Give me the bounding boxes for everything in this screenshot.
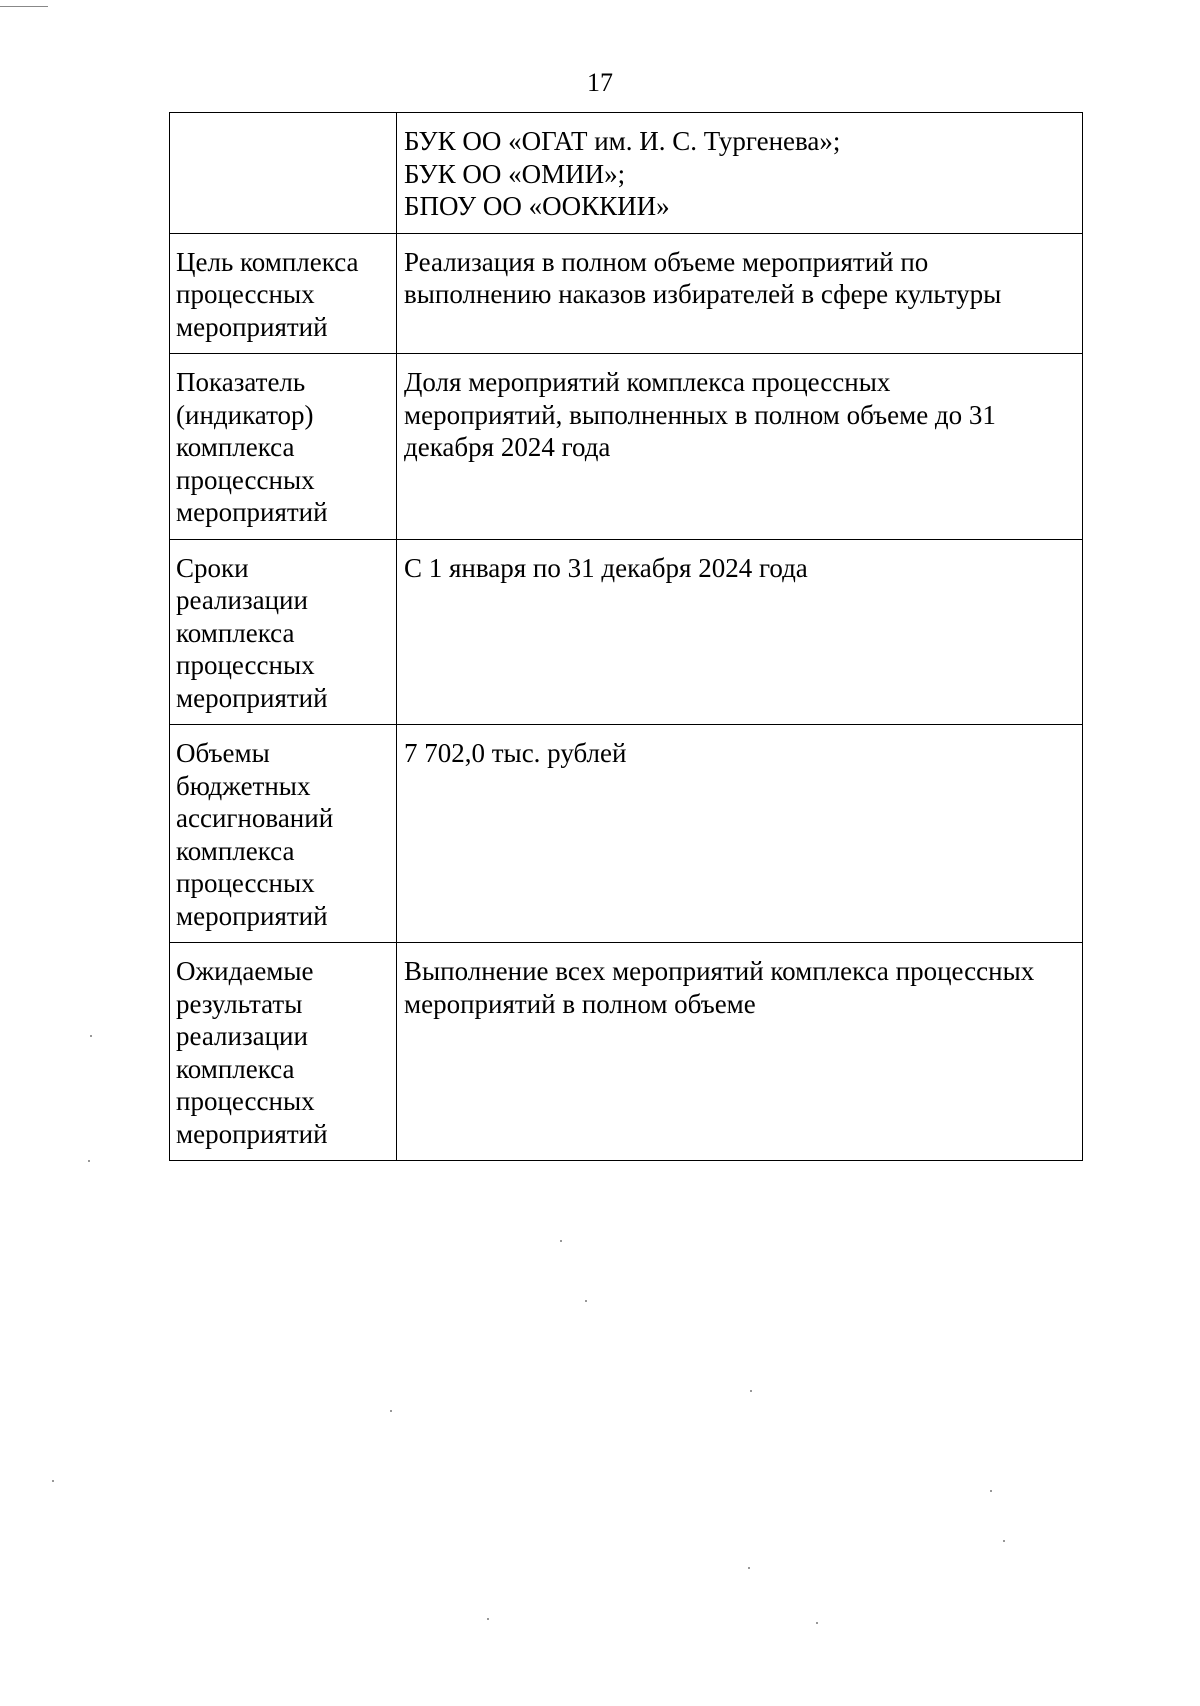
label-line: Ожидаемые	[176, 956, 314, 986]
row-value-indicator	[397, 354, 1083, 540]
value-line: Выполнение всех мероприятий комплекса процессных	[404, 956, 1035, 986]
value-line: БУК ОО «ОМИИ»;	[404, 158, 626, 189]
label-line: процессных	[176, 650, 315, 680]
label-line: процессных	[176, 1086, 315, 1116]
row-value-goal	[397, 233, 1083, 354]
passport-table	[169, 112, 1083, 1161]
label-line: мероприятий	[176, 497, 328, 527]
value-line: выполнению наказов избирателей в сфере культуры	[404, 279, 1002, 309]
value-line: мероприятий в полном объеме	[404, 988, 756, 1019]
row-value-budget	[397, 725, 1083, 943]
page-number: 17	[587, 68, 613, 97]
row-value-organizations	[397, 113, 1083, 234]
label-line: ассигнований	[176, 803, 334, 833]
value-line: 7 702,0 тыс. рублей	[404, 738, 627, 768]
row-value-expected-results	[397, 943, 1083, 1161]
row-label-expected-results	[170, 943, 397, 1161]
table-row	[170, 233, 1083, 354]
label-line: бюджетных	[176, 770, 311, 801]
label-line: комплекса	[176, 617, 295, 648]
row-label-empty	[170, 113, 397, 234]
table-row	[170, 113, 1083, 234]
row-label-goal	[170, 233, 397, 354]
table-row	[170, 539, 1083, 725]
label-line: мероприятий	[176, 682, 328, 713]
label-line: комплекса	[176, 1053, 295, 1084]
scan-speck	[390, 1410, 392, 1412]
label-line: (индикатор)	[176, 399, 314, 430]
scan-edge-mark	[0, 6, 48, 7]
table-row	[170, 725, 1083, 943]
scan-speck	[487, 1618, 489, 1620]
label-line: процессных	[176, 464, 315, 495]
label-line: Показатель	[176, 367, 306, 397]
label-line: процессных	[176, 279, 315, 309]
value-line: декабря 2024 года	[404, 432, 611, 462]
label-line: Объемы	[176, 738, 270, 768]
scan-speck	[748, 1567, 750, 1569]
label-line: Сроки	[176, 552, 249, 583]
table-row	[170, 943, 1083, 1161]
scan-speck	[88, 1160, 90, 1162]
label-line: комплекса	[176, 432, 295, 462]
scan-speck	[816, 1622, 818, 1624]
scan-speck	[560, 1240, 562, 1242]
row-value-timeframe	[397, 539, 1083, 725]
value-line: мероприятий, выполненных в полном объеме до 31	[404, 399, 996, 430]
label-line: реализации	[176, 585, 308, 615]
scan-speck	[52, 1480, 54, 1482]
label-line: комплекса	[176, 835, 295, 866]
value-line: Реализация в полном объеме мероприятий по	[404, 246, 929, 277]
label-line: мероприятий	[176, 1118, 328, 1149]
label-line: процессных	[176, 868, 315, 898]
value-line: БПОУ ОО «ООККИИ»	[404, 191, 670, 221]
label-line: Цель комплекса	[176, 246, 359, 277]
value-line: С 1 января по 31 декабря 2024 года	[404, 552, 808, 583]
label-line: мероприятий	[176, 900, 328, 931]
value-line: БУК ОО «ОГАТ им. И. С. Тургенева»;	[404, 126, 841, 156]
label-line: реализации	[176, 1021, 308, 1051]
table-row	[170, 354, 1083, 540]
scan-speck	[90, 1035, 92, 1037]
scan-speck	[990, 1490, 992, 1492]
label-line: мероприятий	[176, 311, 328, 342]
scan-speck	[750, 1390, 752, 1392]
value-line: Доля мероприятий комплекса процессных	[404, 367, 891, 397]
row-label-indicator	[170, 354, 397, 540]
row-label-timeframe	[170, 539, 397, 725]
scan-speck	[1003, 1540, 1005, 1542]
label-line: результаты	[176, 988, 303, 1019]
scan-speck	[585, 1300, 587, 1302]
row-label-budget	[170, 725, 397, 943]
